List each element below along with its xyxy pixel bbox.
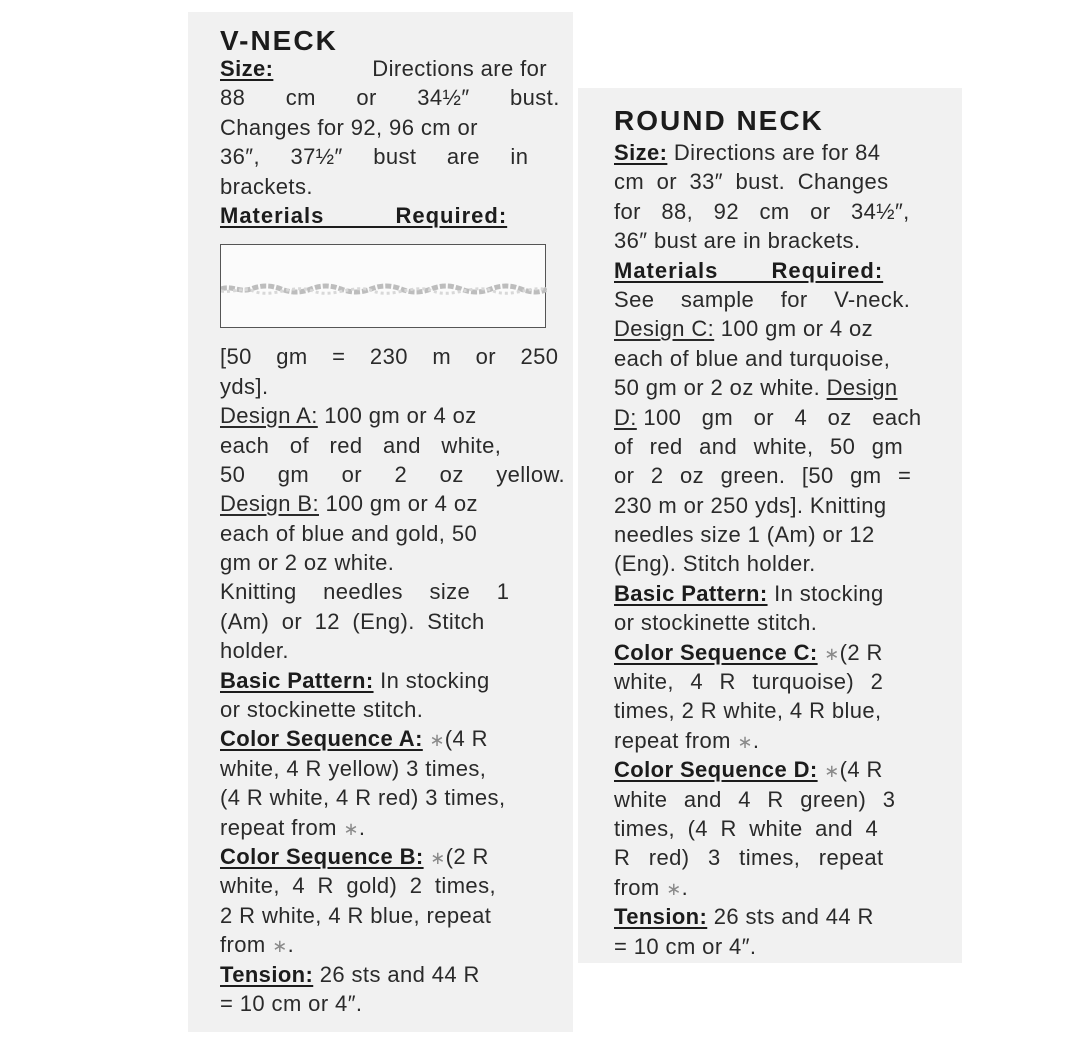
asterisk-icon: ∗: [824, 643, 840, 664]
asterisk-icon: ∗: [430, 847, 446, 868]
materials-label: Materials Required:: [614, 257, 884, 283]
size-label: Size:: [614, 140, 668, 165]
tension-line-2: = 10 cm or 4″.: [220, 990, 363, 1016]
design-a-text: 100 gm or 4 oz: [324, 403, 477, 429]
needles-line-2: (Am) or 12 (Eng). Stitch: [220, 608, 485, 634]
design-d-label-part-1: Design: [826, 375, 898, 401]
tension-label: Tension:: [614, 904, 708, 930]
yarn-line-2: yds].: [220, 373, 269, 399]
seq-a-repeat: repeat from: [220, 814, 337, 840]
design-c-line-1: [614, 314, 948, 343]
yarn-strand-icon: [221, 245, 547, 329]
size-label: Size:: [220, 56, 274, 81]
tension-text: 26 sts and 44 R: [319, 961, 480, 987]
seq-d-line-4: R red) 3 times, repeat: [614, 845, 884, 871]
design-c-text: 100 gm or 4 oz: [720, 316, 874, 342]
v-neck-size-line-2: 88 cm or 34½″ bust.: [220, 85, 560, 111]
color-sequence-a-label: Color Sequence A:: [220, 726, 423, 752]
seq-a-line-4: repeat from ∗.: [220, 814, 366, 840]
seq-c-text: (2 R: [839, 639, 883, 665]
design-d-line-1: [614, 403, 948, 432]
round-materials-heading: [614, 256, 948, 285]
seq-d-line-5: from ∗.: [614, 874, 689, 900]
design-c-line-3: [614, 373, 948, 402]
needles-line-1: Knitting needles size 1: [220, 579, 510, 605]
design-d-line-2: of red and white, 50 gm: [614, 433, 904, 459]
seq-c-line-4: repeat from ∗.: [614, 727, 760, 753]
seq-c-repeat: repeat from: [614, 727, 731, 753]
seq-c-line-2: white, 4 R turquoise) 2: [614, 669, 884, 695]
design-b-text: 100 gm or 4 oz: [325, 491, 478, 517]
v-neck-size-line-1: [220, 54, 547, 83]
tension-label: Tension:: [220, 961, 314, 987]
seq-b-line-4: from ∗.: [220, 932, 295, 958]
v-neck-materials-heading: [220, 201, 547, 230]
design-b-line-3: gm or 2 oz white.: [220, 550, 395, 576]
round-tension-text: 26 sts and 44 R: [713, 904, 874, 930]
seq-a-text: (4 R: [444, 726, 488, 752]
design-d-line-5: needles size 1 (Am) or 12: [614, 522, 875, 548]
v-neck-size-line-3: Changes for 92, 96 cm or: [220, 114, 478, 140]
design-d-line-3: or 2 oz green. [50 gm =: [614, 463, 912, 489]
yarn-sample-image: [220, 244, 546, 328]
round-tension-line-2: = 10 cm or 4″.: [614, 933, 757, 959]
seq-b-text: (2 R: [445, 843, 489, 869]
yarn-line-1: [220, 342, 559, 371]
design-c-label: Design C:: [614, 316, 715, 342]
yarn-text-1: [50 gm = 230 m or 250: [220, 344, 559, 370]
round-tension-line-1: [614, 902, 948, 931]
basic-pattern-text: In stocking: [380, 667, 490, 693]
design-d-line-6: (Eng). Stitch holder.: [614, 551, 816, 577]
round-basic-line-2: or stockinette stitch.: [614, 610, 818, 636]
seq-b-line-3: 2 R white, 4 R blue, repeat: [220, 902, 492, 928]
round-size-line-2: cm or 33″ bust. Changes: [614, 169, 889, 195]
seq-a-line-3: (4 R white, 4 R red) 3 times,: [220, 785, 506, 811]
seq-c-line-3: times, 2 R white, 4 R blue,: [614, 698, 882, 724]
design-a-line-3: 50 gm or 2 oz yellow.: [220, 461, 566, 487]
materials-label: Materials Required:: [220, 202, 508, 228]
needles-line-3: holder.: [220, 638, 289, 664]
design-a-label: Design A:: [220, 403, 318, 429]
round-neck-title: ROUND NECK: [614, 105, 824, 136]
seq-b-line-2: white, 4 R gold) 2 times,: [220, 873, 496, 899]
seq-d-repeat: from: [614, 874, 660, 900]
v-neck-size-line-5: brackets.: [220, 173, 313, 199]
design-c-text-2: 50 gm or 2 oz white.: [614, 375, 821, 401]
basic-pattern-label: Basic Pattern:: [614, 580, 768, 606]
v-neck-title: V-NECK: [220, 25, 338, 56]
basic-pattern-label: Basic Pattern:: [220, 667, 374, 693]
seq-a-line-2: white, 4 R yellow) 3 times,: [220, 755, 487, 781]
round-materials-line: See sample for V-neck.: [614, 286, 911, 312]
design-c-line-2: each of blue and turquoise,: [614, 345, 891, 371]
asterisk-icon: ∗: [666, 878, 682, 899]
v-neck-size-line-4: 36″, 37½″ bust are in: [220, 144, 529, 170]
design-d-label-part-2: D:: [614, 404, 637, 430]
asterisk-icon: ∗: [272, 936, 288, 957]
round-size-line-1: [614, 138, 948, 167]
design-a-line-1: [220, 401, 547, 430]
design-b-line-2: each of blue and gold, 50: [220, 520, 478, 546]
seq-b-repeat: from: [220, 932, 266, 958]
design-a-line-2: each of red and white,: [220, 432, 502, 458]
round-basic-line-1: [614, 579, 948, 608]
v-neck-column: [188, 12, 573, 1032]
asterisk-icon: ∗: [343, 818, 359, 839]
asterisk-icon: ∗: [737, 731, 753, 752]
basic-pattern-line-2: or stockinette stitch.: [220, 697, 424, 723]
seq-d-line-2: white and 4 R green) 3: [614, 786, 896, 812]
design-b-line-1: [220, 489, 547, 518]
round-size-line-3: for 88, 92 cm or 34½″,: [614, 198, 910, 224]
size-text: Directions are for: [372, 56, 547, 81]
seq-d-line-3: times, (4 R white and 4: [614, 815, 879, 841]
design-b-label: Design B:: [220, 491, 319, 517]
seq-d-line-1: [614, 755, 948, 784]
round-size-text: Directions are for 84: [673, 140, 881, 165]
basic-pattern-line-1: [220, 666, 547, 695]
seq-a-line-1: [220, 724, 547, 753]
seq-d-text: (4 R: [839, 757, 883, 783]
round-size-line-4: 36″ bust are in brackets.: [614, 228, 861, 254]
round-basic-text: In stocking: [774, 580, 884, 606]
design-d-line-4: 230 m or 250 yds]. Knitting: [614, 492, 887, 518]
asterisk-icon: ∗: [824, 761, 840, 782]
seq-c-line-1: [614, 638, 948, 667]
tension-line-1: [220, 960, 547, 989]
color-sequence-d-label: Color Sequence D:: [614, 757, 818, 783]
color-sequence-b-label: Color Sequence B:: [220, 843, 424, 869]
design-d-text: 100 gm or 4 oz each: [643, 404, 922, 430]
seq-b-line-1: [220, 842, 547, 871]
color-sequence-c-label: Color Sequence C:: [614, 639, 818, 665]
asterisk-icon: ∗: [429, 730, 445, 751]
round-neck-column: [578, 88, 962, 963]
